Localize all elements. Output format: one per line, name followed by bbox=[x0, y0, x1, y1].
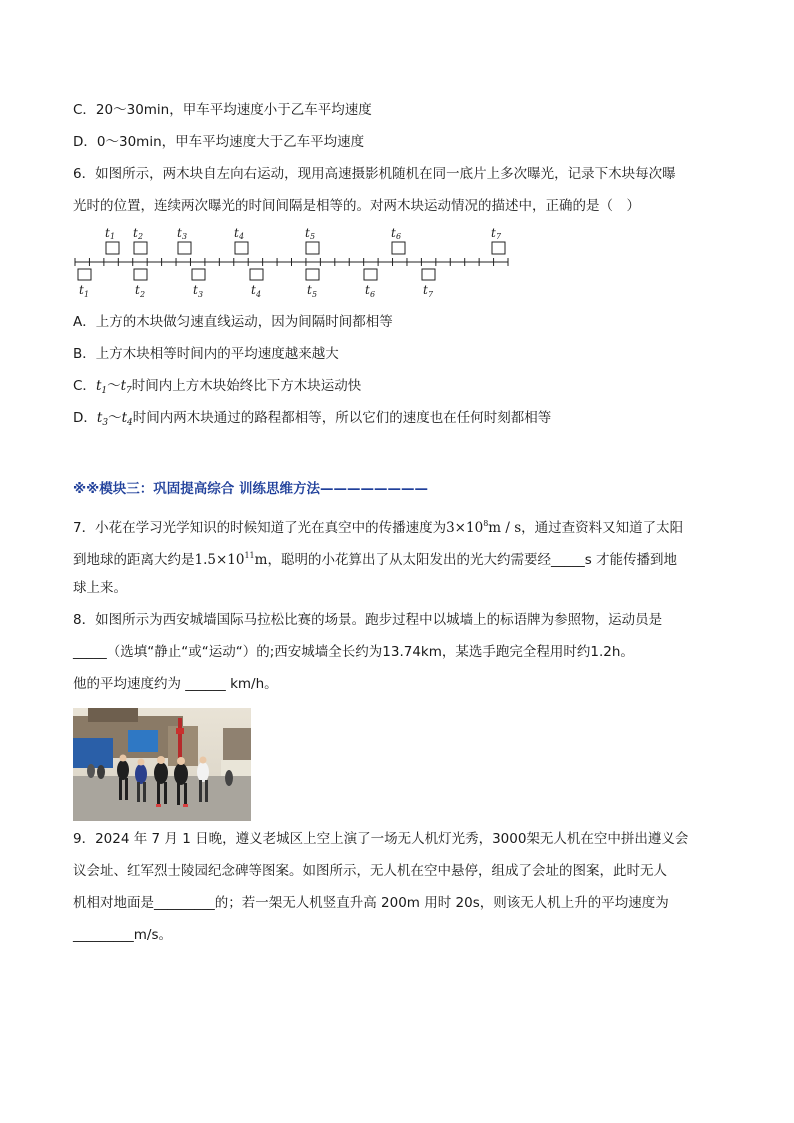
q9-line4: _________m/s。 bbox=[73, 927, 172, 943]
t-symbol: t bbox=[96, 410, 103, 426]
t-symbol: t bbox=[95, 378, 102, 394]
top-block bbox=[235, 242, 248, 254]
bottom-block-positions bbox=[78, 269, 435, 299]
t-symbol: t bbox=[121, 410, 128, 426]
q8-line3: 他的平均速度约为 ______ km/h。 bbox=[73, 676, 278, 692]
top-time-subscript: 3 bbox=[182, 232, 188, 241]
section-title-text: ※※模块三：巩固提高综合 训练思维方法 bbox=[73, 481, 320, 497]
top-time-label: t bbox=[491, 226, 496, 240]
top-time-subscript: 2 bbox=[138, 232, 144, 241]
option-d-text: 时间内两木块通过的路程都相等，所以它们的速度也在任何时刻都相等 bbox=[132, 410, 552, 426]
bottom-time-subscript: 7 bbox=[428, 290, 434, 299]
q6-option-d bbox=[73, 408, 551, 433]
q9-line3: 机相对地面是_________的；若一架无人机竖直升高 200m 用时 20s，则该无人机上升的平均速度为 bbox=[73, 895, 669, 911]
bottom-block bbox=[134, 269, 147, 280]
top-block bbox=[306, 242, 319, 254]
bottom-block bbox=[306, 269, 319, 280]
q7-text: ，聪明的小花算出了从太阳发出的光大约需要经_____s 才能传播到地 bbox=[267, 552, 678, 568]
q9-line1: 9．2024 年 7 月 1 日晚，遵义老城区上空上演了一场无人机灯光秀，3000架无人机在空中拼出遵义会 bbox=[73, 831, 689, 847]
t-subscript: 3 bbox=[102, 418, 109, 428]
t-subscript: 1 bbox=[101, 386, 108, 396]
q5-option-d: D．0～30min，甲车平均速度大于乙车平均速度 bbox=[73, 134, 365, 150]
section-title bbox=[73, 479, 428, 499]
bottom-block bbox=[192, 269, 205, 280]
top-block-positions bbox=[105, 226, 505, 254]
option-d-prefix: D． bbox=[73, 410, 97, 426]
bottom-time-subscript: 2 bbox=[140, 290, 146, 299]
q7-text: 到地球的距离大约是 bbox=[73, 552, 195, 568]
option-c-prefix: C． bbox=[73, 378, 96, 394]
bottom-time-subscript: 3 bbox=[198, 290, 204, 299]
q8-line1: 8．如图所示为西安城墙国际马拉松比赛的场景。跑步过程中以城墙上的标语牌为参照物，运动员是 bbox=[73, 612, 663, 628]
bottom-block bbox=[78, 269, 91, 280]
exponent: 11 bbox=[244, 551, 255, 560]
top-time-label: t bbox=[105, 226, 110, 240]
t-subscript: 4 bbox=[127, 418, 133, 428]
q7-text: ，通过查资料又知道了太阳 bbox=[521, 520, 684, 536]
q9-line2: 议会址、红军烈士陵园纪念碑等图案。如图所示，无人机在空中悬停，组成了会址的图案，此时无人 bbox=[73, 863, 667, 879]
top-time-subscript: 1 bbox=[110, 232, 116, 241]
speed-unit: m / s bbox=[488, 520, 522, 536]
q6-option-c bbox=[73, 376, 361, 401]
bottom-time-label: t bbox=[423, 283, 428, 297]
q6-stem-line2: 光时的位置，连续两次曝光的时间间隔是相等的。对两木块运动情况的描述中，正确的是（ ） bbox=[73, 198, 640, 214]
bottom-block bbox=[250, 269, 263, 280]
q7-text: 7．小花在学习光学知识的时候知道了光在真空中的传播速度为 bbox=[73, 520, 447, 536]
light-speed-value: 3×10 bbox=[446, 520, 484, 536]
q7-line2 bbox=[73, 546, 677, 570]
bottom-time-label: t bbox=[365, 283, 370, 297]
top-time-label: t bbox=[234, 226, 239, 240]
bottom-time-subscript: 4 bbox=[256, 290, 262, 299]
marathon-photo bbox=[73, 708, 251, 821]
top-block bbox=[134, 242, 147, 254]
bottom-block bbox=[422, 269, 435, 280]
tilde: ～ bbox=[107, 378, 121, 394]
bottom-time-subscript: 6 bbox=[370, 290, 376, 299]
q6-stem-line1: 6．如图所示，两木块自左向右运动，现用高速摄影机随机在同一底片上多次曝光，记录下木块每次曝 bbox=[73, 166, 676, 182]
bottom-time-label: t bbox=[79, 283, 84, 297]
bottom-time-subscript: 5 bbox=[312, 290, 318, 299]
top-block bbox=[106, 242, 119, 254]
exponent: 8 bbox=[483, 519, 489, 528]
top-block bbox=[492, 242, 505, 254]
q8-line2: _____（选填“静止“或“运动“）的;西安城墙全长约为13.74km，某选手跑完全程用时约1.2h。 bbox=[73, 644, 634, 660]
top-time-label: t bbox=[177, 226, 182, 240]
bottom-block bbox=[364, 269, 377, 280]
bottom-time-subscript: 1 bbox=[84, 290, 90, 299]
bottom-time-label: t bbox=[193, 283, 198, 297]
q7-line1 bbox=[73, 514, 683, 538]
top-time-label: t bbox=[305, 226, 310, 240]
option-c-text: 时间内上方木块始终比下方木块运动快 bbox=[131, 378, 362, 394]
top-time-subscript: 4 bbox=[239, 232, 245, 241]
top-time-label: t bbox=[133, 226, 138, 240]
t-subscript: 7 bbox=[126, 386, 132, 396]
top-block bbox=[392, 242, 405, 254]
q6-option-b: B．上方木块相等时间内的平均速度越来越大 bbox=[73, 346, 339, 362]
top-block bbox=[178, 242, 191, 254]
top-time-subscript: 5 bbox=[310, 232, 316, 241]
distance-unit: m bbox=[254, 552, 268, 568]
bottom-time-label: t bbox=[307, 283, 312, 297]
top-time-subscript: 7 bbox=[496, 232, 502, 241]
q6-option-a: A．上方的木块做匀速直线运动，因为间隔时间都相等 bbox=[73, 314, 393, 330]
t-symbol: t bbox=[120, 378, 127, 394]
tilde: ～ bbox=[108, 410, 122, 426]
section-title-rule: ———————— bbox=[319, 481, 428, 497]
motion-diagram bbox=[72, 222, 512, 302]
q5-option-c: C．20～30min，甲车平均速度小于乙车平均速度 bbox=[73, 102, 372, 118]
bottom-time-label: t bbox=[135, 283, 140, 297]
distance-value: 1.5×10 bbox=[194, 552, 245, 568]
q7-line3: 球上来。 bbox=[73, 580, 127, 596]
bottom-time-label: t bbox=[251, 283, 256, 297]
top-time-label: t bbox=[391, 226, 396, 240]
top-time-subscript: 6 bbox=[396, 232, 402, 241]
